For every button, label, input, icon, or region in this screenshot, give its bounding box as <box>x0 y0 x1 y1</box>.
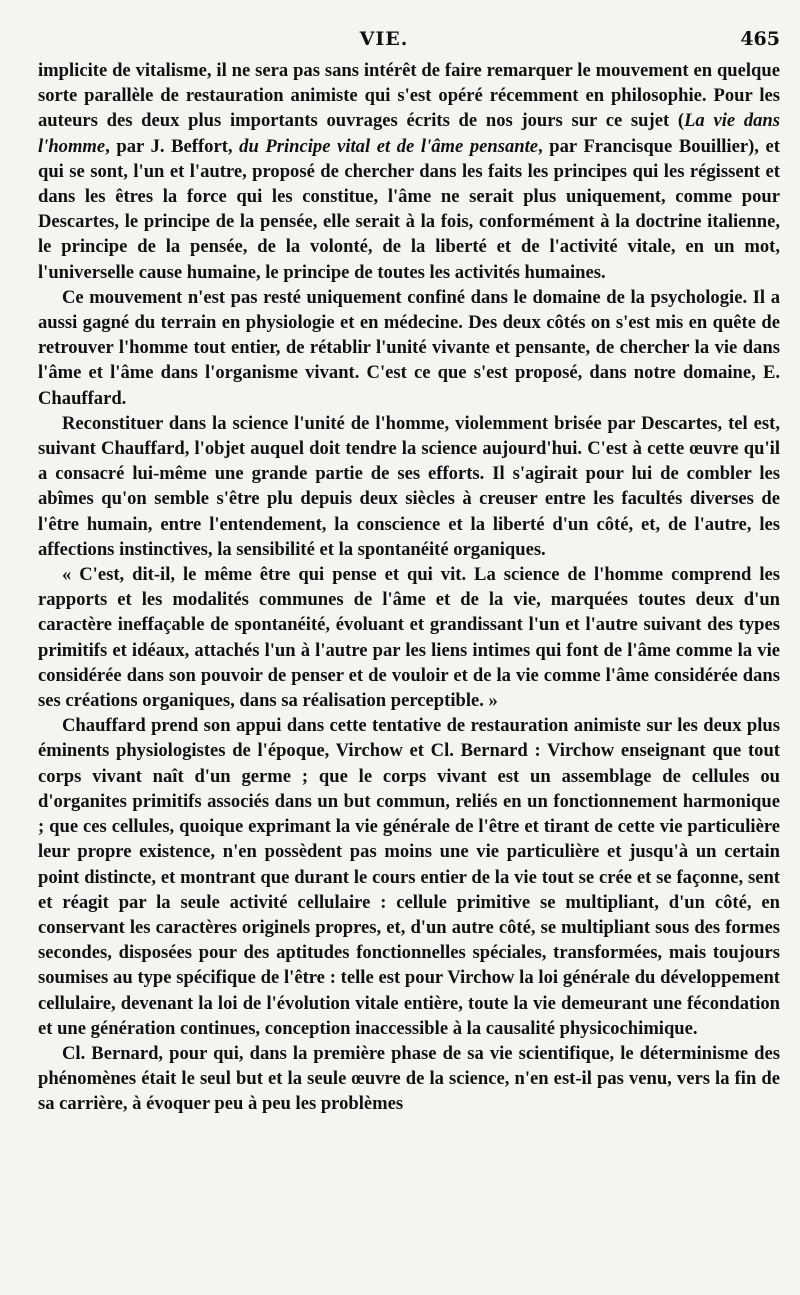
text-run: Reconstituer dans la science l'unité de l'homme, violemment brisée par Descartes, tel est, suivant Chauffard, l'objet auquel doit tendre la science aujourd'hui. C'est à cette œuvre qu'il a consacré lui-même une grande partie de ses efforts. Il s'agirait pour lui de combler les abîmes qu'on semble s'être plu depuis deux siècles à creuser entre les facultés diverses de l'être humain, entre l'entendement, la conscience et la liberté d'un côté, et, de l'autre, les affections instinctives, la sensibilité et la spontanéité organiques. <box>38 412 780 560</box>
paragraph <box>38 285 780 411</box>
paragraph <box>38 411 780 562</box>
paragraph <box>38 562 780 713</box>
text-run: Ce mouvement n'est pas resté uniquement confiné dans le domaine de la psychologie. Il a aussi gagné du terrain en physiologie et en médecine. Des deux côtés on s'est mis en quête de retrouver l'homme tout entier, de rétablir l'unité vivante et pensante, de chercher la vie dans l'âme et l'âme dans l'organisme vivant. C'est ce que s'est proposé, dans notre domaine, E. Chauffard. <box>38 286 780 409</box>
page-number: 465 <box>740 28 780 50</box>
italic-title: du Principe vital et de l'âme pensante <box>239 135 539 157</box>
paragraph <box>38 1041 780 1117</box>
running-header <box>38 24 780 58</box>
text-run: , par J. Beffort, <box>105 135 240 157</box>
italic-title: La vie dans l'homme <box>38 110 781 157</box>
text-run: « C'est, dit-il, le même être qui pense et qui vit. La science de l'homme comprend les rapports et les modalités communes de l'âme et de la vie, marquées toutes deux d'un caractère ineffaçable de spontanéité, évoluant et grandissant l'un et l'autre suivant des types primitifs et idéaux, attachés l'un à l'autre par les liens intimes qui font de l'âme comme la vie considérée dans son pouvoir de penser et de vouloir et de la vie comme l'âme considérée dans ses créations organiques, dans sa réalisation perceptible. » <box>38 564 780 712</box>
text-run: Chauffard prend son appui dans cette tentative de restauration animiste sur les deux plus éminents physiologistes de l'époque, Virchow et Cl. Bernard : Virchow enseignant que tout corps vivant naît d'un germe ; que le corps vivant est un assemblage de cellules ou d'organites primitifs associés dans un but commun, reliés en un fonctionnement harmonique ; que ces cellules, quoique exprimant la vie générale de l'être et tirant de cette vie particulière leur propre existence, n'en possèdent pas moins une vie particulière et jusqu'à un certain point distincte, et montrant que durant le cours entier de la vie tout se crée et se façonne, sent et réagit par la seule activité cellulaire : cellule primitive se multipliant, d'un côté, en conservant les caractères originels propres, et, d'un autre côté, se multipliant sous des formes secondes, disposées pour des aptitudes fonctionnelles spéciales, transformées, mais toujours soumises au type spécifique de l'être : telle est pour Virchow la loi générale du développement cellulaire, devenant la loi de l'évolution vitale entière, toute la vie demeurant une fécondation et une génération continues, conception inaccessible à la causalité physicochimique. <box>38 715 780 1039</box>
running-title: VIE. <box>359 28 409 50</box>
text-run: implicite de vitalisme, il ne sera pas sans intérêt de faire remarquer le mouvement en quelque sorte parallèle de restauration animiste qui s'est opéré récemment en philosophie. Pour les auteurs des deux plus importants ouvrages écrits de nos jours sur ce sujet ( <box>38 60 780 132</box>
paragraph <box>38 58 780 285</box>
body-text <box>38 58 780 1117</box>
text-run: Cl. Bernard, pour qui, dans la première phase de sa vie scientifique, le déterminisme des phénomènes était le seul but et la seule œuvre de la science, n'en est-il pas venu, vers la fin de sa carrière, à évoquer peu à peu les problèmes <box>38 1042 780 1115</box>
text-run: , par Francisque Bouillier), et qui se sont, l'un et l'autre, proposé de chercher dans les faits les principes qui les régissent et dans les êtres la force qui les constitue, l'âme ne serait plus uniquement, comme pour Descartes, le principe de la pensée, elle serait à la fois, conformément à la doctrine italienne, le principe de la pensée, de la volonté, de la liberté et de l'activité vitale, en un mot, l'universelle cause humaine, le principe de toutes les activités humaines. <box>38 135 780 283</box>
paragraph <box>38 713 780 1041</box>
